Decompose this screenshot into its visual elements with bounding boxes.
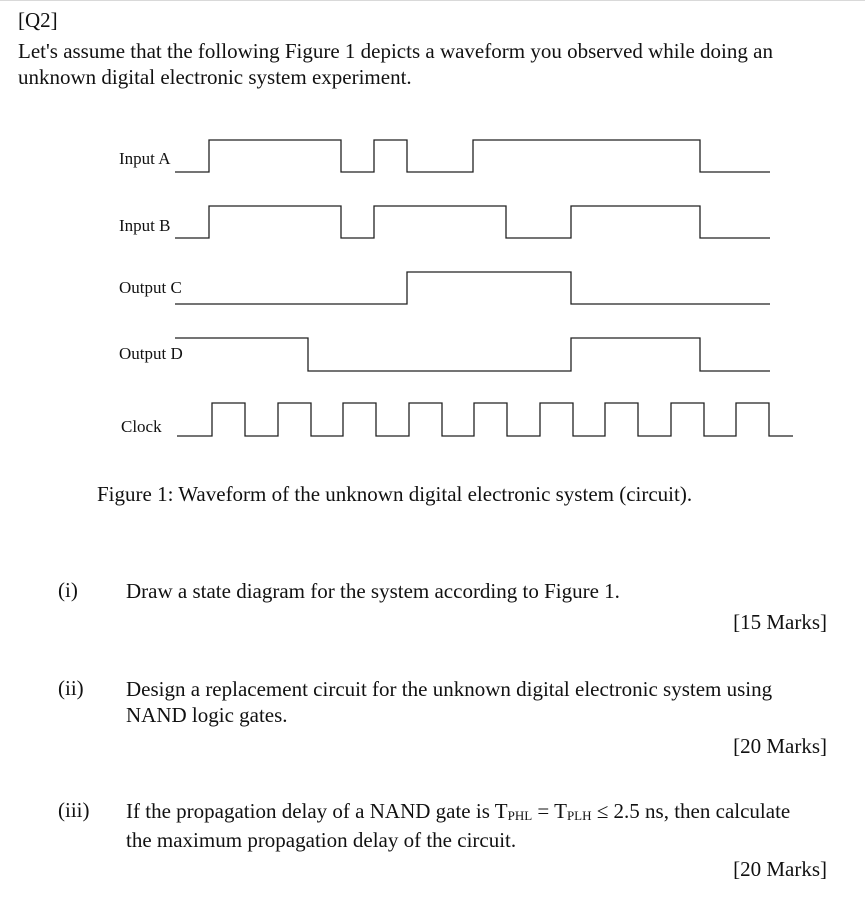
question-intro: Let's assume that the following Figure 1 depicts a waveform you observed while doing an unknown digital electronic system experiment. (18, 39, 773, 89)
waveform-output-c (175, 272, 770, 304)
figure-caption: Figure 1: Waveform of the unknown digital electronic system (circuit). (97, 482, 693, 506)
subscript-plh: PLH (566, 808, 592, 823)
signal-label-input-b: Input B (119, 216, 171, 235)
waveform-input-a (175, 140, 770, 172)
signal-label-clock: Clock (121, 417, 162, 436)
signal-label-output-d: Output D (119, 344, 183, 363)
waveform-clock (177, 403, 793, 436)
marks-i: [15 Marks] (733, 610, 827, 634)
part-text-iii-before: If the propagation delay of a NAND gate is T (126, 799, 508, 823)
waveform-input-b (175, 206, 770, 238)
part-text-iii-equals: = T (532, 799, 567, 823)
part-text-i: Draw a state diagram for the system according to Figure 1. (126, 579, 620, 603)
part-text-iii-after: ≤ 2.5 ns, then calculate the maximum propagation delay of the circuit. (126, 799, 791, 852)
waveform-output-d (175, 338, 770, 371)
marks-ii: [20 Marks] (733, 734, 827, 758)
subscript-phl: PHL (507, 808, 533, 823)
part-text-ii: Design a replacement circuit for the unknown digital electronic system using NAND logic gates. (126, 677, 773, 727)
signal-label-output-c: Output C (119, 278, 182, 297)
part-number-iii: (iii) (58, 798, 90, 822)
part-text-iii (126, 798, 816, 853)
question-label: [Q2] (18, 8, 58, 32)
signal-label-input-a: Input A (119, 149, 171, 168)
part-number-ii: (ii) (58, 676, 84, 700)
part-number-i: (i) (58, 578, 78, 602)
marks-iii: [20 Marks] (733, 857, 827, 881)
